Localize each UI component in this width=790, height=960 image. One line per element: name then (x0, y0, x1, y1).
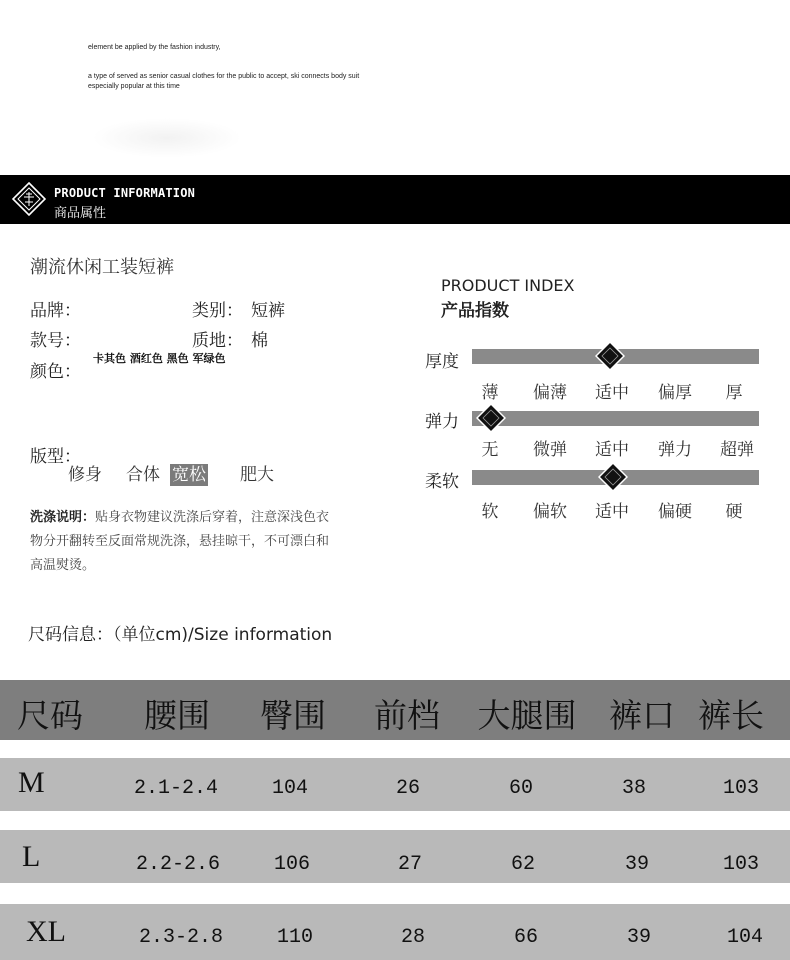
table-cell: M (18, 766, 45, 799)
table-cell: 66 (513, 926, 539, 949)
intro-line-1: element be applied by the fashion industry, (88, 44, 221, 51)
thickness-level: 偏厚 (658, 383, 692, 403)
table-cell: 2.3-2.8 (138, 926, 224, 949)
table-cell: 103 (722, 853, 760, 876)
header-length: 裤长 (698, 696, 764, 735)
color-label: 颜色： (30, 362, 81, 382)
table-cell: 2.1-2.4 (133, 777, 219, 800)
care-text: 贴身衣物建议洗涤后穿着，注意深浅色衣物分开翻转至反面常规洗涤，悬挂晾干，不可漂白和高温熨烫。 (30, 510, 330, 573)
table-cell: 62 (510, 853, 536, 876)
table-cell: L (22, 840, 41, 873)
fit-option-oversized: 肥大 (240, 465, 274, 485)
table-cell: 27 (397, 853, 423, 876)
elasticity-label: 弹力 (425, 412, 459, 432)
elasticity-level: 微弹 (533, 440, 567, 460)
elasticity-bar (472, 411, 759, 426)
thickness-label: 厚度 (425, 352, 459, 372)
banner-title-cn: 商品属性 (54, 206, 107, 221)
diamond-logo-icon (12, 182, 46, 216)
fit-option-slim: 修身 (68, 465, 102, 485)
table-cell: 106 (273, 853, 311, 876)
table-cell: 28 (400, 926, 426, 949)
category-value: 短裤 (251, 301, 285, 321)
table-cell: 104 (726, 926, 764, 949)
table-cell: 103 (722, 777, 760, 800)
brand-label: 品牌： (30, 301, 81, 321)
faded-watermark (92, 118, 242, 158)
size-table-header (0, 680, 790, 740)
product-information-banner (0, 175, 790, 224)
elasticity-marker-icon (476, 403, 506, 433)
intro-line-2: a type of served as senior casual clothes for the public to accept, ski connects body suit especially popular at this time (88, 73, 360, 90)
table-cell: 2.2-2.6 (135, 853, 221, 876)
elasticity-level: 超弹 (720, 440, 754, 460)
table-row (0, 830, 790, 883)
product-index-title-en: PRODUCT INDEX (441, 276, 575, 295)
product-name: 潮流休闲工装短裤 (30, 257, 174, 278)
product-index-title-cn: 产品指数 (441, 301, 509, 321)
category-label: 类别： (192, 301, 243, 321)
softness-level: 偏软 (533, 502, 567, 522)
thickness-level: 薄 (481, 383, 499, 403)
thickness-level: 偏薄 (533, 383, 567, 403)
softness-level: 偏硬 (658, 502, 692, 522)
fit-label: 版型： (30, 447, 81, 467)
thickness-level: 厚 (725, 383, 743, 403)
material-label: 质地： (192, 331, 243, 351)
table-cell: 39 (626, 926, 652, 949)
elasticity-level: 适中 (595, 440, 629, 460)
care-instructions (30, 506, 330, 578)
table-cell: 104 (271, 777, 309, 800)
header-leg-opening: 裤口 (609, 696, 675, 735)
softness-level: 适中 (595, 502, 629, 522)
model-label: 款号： (30, 331, 81, 351)
header-waist: 腰围 (144, 696, 210, 735)
softness-label: 柔软 (425, 472, 459, 492)
elasticity-level: 弹力 (658, 440, 692, 460)
table-cell: 38 (621, 777, 647, 800)
header-front-rise: 前档 (374, 696, 440, 735)
softness-marker-icon (598, 462, 628, 492)
fit-option-loose-selected: 宽松 (172, 465, 206, 485)
color-values: 卡其色 酒红色 黑色 军绿色 (93, 352, 226, 365)
care-title: 洗涤说明： (30, 510, 96, 525)
table-cell: 39 (624, 853, 650, 876)
thickness-marker-icon (595, 341, 625, 371)
table-cell: 60 (508, 777, 534, 800)
banner-title-en: PRODUCT INFORMATION (54, 186, 196, 200)
softness-level: 软 (481, 502, 499, 522)
softness-level: 硬 (725, 502, 743, 522)
material-value: 棉 (251, 331, 268, 351)
elasticity-level: 无 (481, 440, 499, 460)
size-info-heading: 尺码信息：（单位cm)/Size information (28, 625, 333, 645)
header-size: 尺码 (17, 696, 83, 735)
table-cell: 26 (395, 777, 421, 800)
header-thigh: 大腿围 (477, 696, 577, 735)
table-cell: 110 (276, 926, 314, 949)
thickness-level: 适中 (595, 383, 629, 403)
table-row (0, 904, 790, 960)
table-row (0, 758, 790, 811)
table-cell: XL (26, 915, 66, 948)
header-hip: 臀围 (260, 696, 326, 735)
fit-option-regular: 合体 (126, 465, 160, 485)
